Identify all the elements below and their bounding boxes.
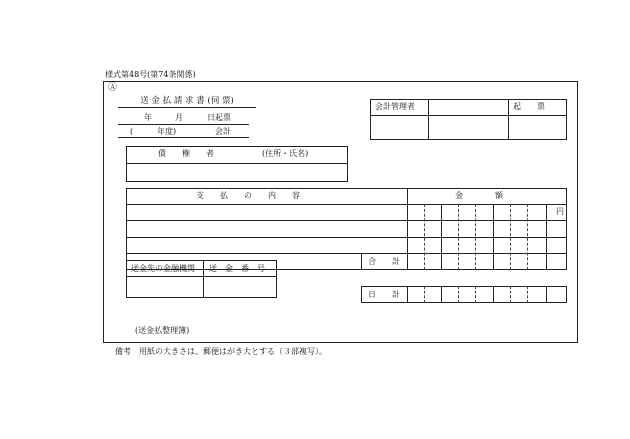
payment-content-header: 支 払 の 内 容 (196, 191, 300, 200)
form-mark: Ⓐ (108, 83, 118, 93)
amount-header: 金 額 (455, 191, 503, 200)
payment-content-row[interactable] (127, 205, 406, 220)
fiscal-year-label: 年度) (157, 127, 177, 136)
remarks-note: 備考 用紙の大きさは、郵便はがき大とする（３部複写）。 (115, 347, 327, 356)
register-label: (送金払整理簿) (135, 326, 190, 335)
daily-total-label: 日 計 (368, 290, 400, 299)
total-label: 合 計 (368, 257, 400, 266)
creditor-header: 債 権 者 (158, 149, 214, 158)
payment-content-row[interactable] (127, 238, 406, 253)
remittance-number-label: 送 金 番 号 (209, 264, 265, 273)
originator-label: 起 票 (513, 102, 545, 111)
form-title: 送 金 払 請 求 書 (伺 票) (118, 97, 256, 108)
issue-date-label: 日起票 (207, 113, 231, 122)
form-number: 様式第48号(第74条関係) (105, 70, 196, 79)
manager-seal-field[interactable] (371, 116, 427, 139)
originator-seal-field[interactable] (509, 116, 566, 139)
fiscal-open-paren: ( (130, 127, 134, 136)
bank-institution-label: 送金先の金融機関 (131, 264, 195, 273)
payment-content-row[interactable] (127, 221, 406, 236)
month-label: 月 (175, 113, 183, 122)
remittance-number-field[interactable] (204, 277, 276, 297)
currency-unit: 円 (556, 207, 564, 216)
creditor-field[interactable] (127, 164, 347, 181)
account-label: 会計 (215, 127, 231, 136)
bank-institution-field[interactable] (127, 277, 202, 297)
creditor-note: (住所・氏名) (262, 149, 309, 158)
year-label: 年 (144, 113, 152, 122)
manager-label: 会計管理者 (375, 102, 415, 111)
approval-field[interactable] (429, 116, 507, 139)
